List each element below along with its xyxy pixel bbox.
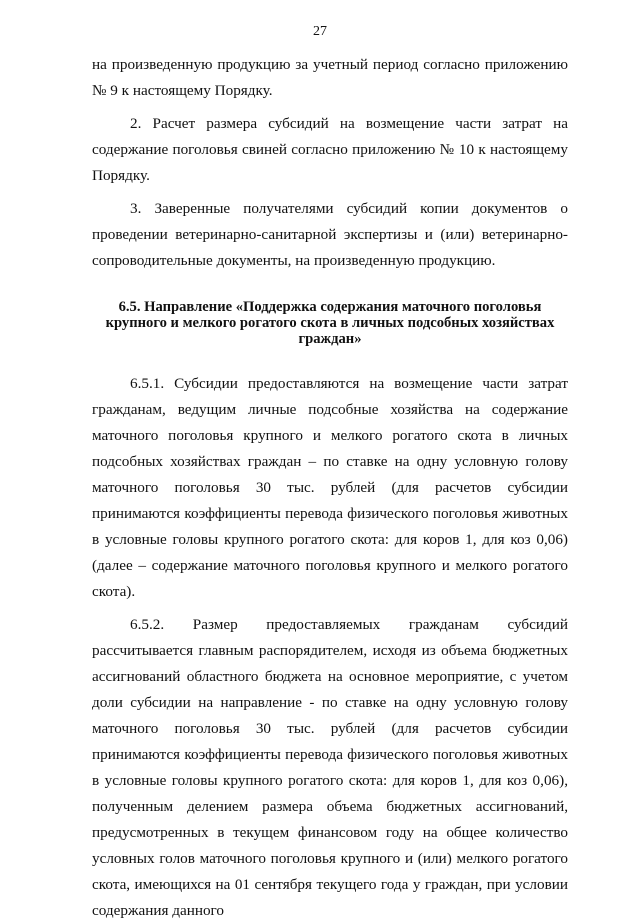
- paragraph-item-3: 3. Заверенные получателями субсидий копии документов о проведении ветеринарно-санитарной экспертизы и (или) ветеринарно-сопроводительные документы, на произведенную продукцию.: [92, 200, 568, 269]
- page-number: 27: [313, 24, 327, 39]
- paragraph-continuation: на произведенную продукцию за учетный период согласно приложению № 9 к настоящему Порядку.: [92, 56, 568, 99]
- document-body: [92, 52, 568, 924]
- paragraph-6-5-1: 6.5.1. Субсидии предоставляются на возмещение части затрат гражданам, ведущим личные подсобные хозяйства на содержание маточного поголовья крупного и мелкого рогатого скота в личных подсобных хозяйствах граждан – по ставке на одну условную голову маточного поголовья 30 тыс. рублей (для расчетов субсидии принимаются коэффициенты перевода физического поголовья животных в условные головы крупного рогатого скота: для коров 1, для коз 0,06) (далее – содержание маточного поголовья крупного и мелкого рогатого скота).: [92, 375, 568, 600]
- section-heading: 6.5. Направление «Поддержка содержания маточного поголовья крупного и мелкого рогатого скота в личных подсобных хозяйствах граждан»: [105, 299, 555, 347]
- paragraph-6-5-2: 6.5.2. Размер предоставляемых гражданам субсидий рассчитывается главным распорядителем, исходя из объема бюджетных ассигнований областного бюджета на основное мероприятие, с учетом доли субсидии на направление - по ставке на одну условную голову маточного поголовья 30 тыс. рублей (для расчетов субсидии принимаются коэффициенты перевода физического поголовья животных в условные головы крупного рогатого скота: для коров 1, для коз 0,06), полученным делением размера объема бюджетных ассигнований, предусмотренных в текущем финансовом году на общее количество условных голов маточного поголовья крупного и (или) мелкого рогатого скота, имеющихся на 01 сентября текущего года у граждан, при условии содержания данного: [92, 616, 568, 919]
- paragraph-item-2: 2. Расчет размера субсидий на возмещение части затрат на содержание поголовья свиней согласно приложению № 10 к настоящему Порядку.: [92, 115, 568, 184]
